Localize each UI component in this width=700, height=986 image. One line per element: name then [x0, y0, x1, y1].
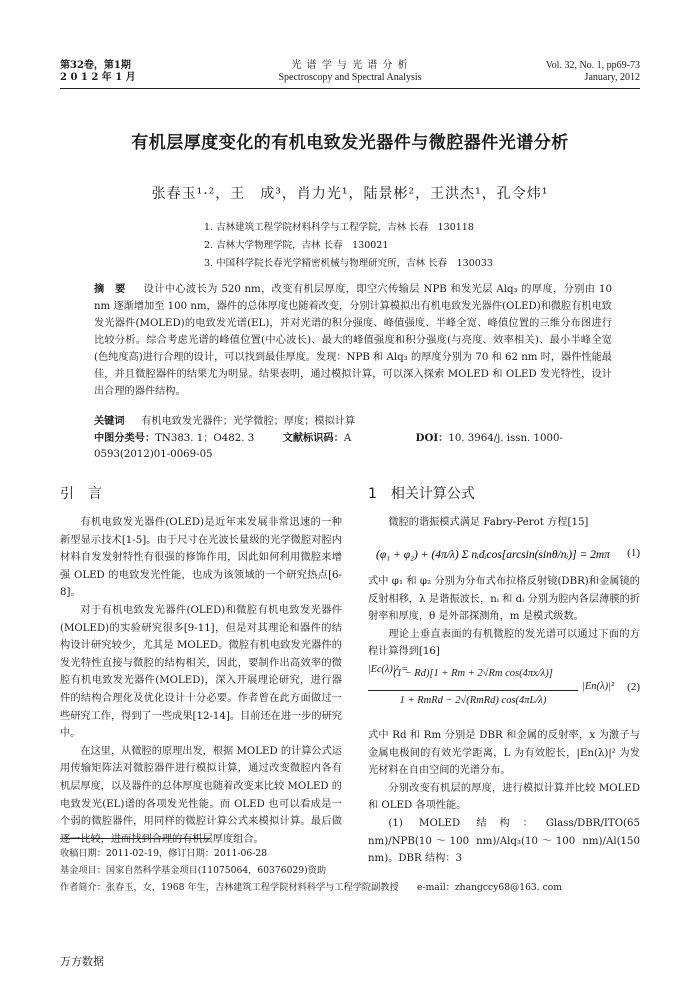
clc-label: 中图分类号： — [94, 432, 156, 444]
footnote-fund: 基金项目：国家自然科学基金项目(11075064，60376029)资助 — [60, 865, 327, 876]
spectrum-intro: 理论上垂直表面的有机微腔的发光谱可以通过下面的方程计算得到[16] — [368, 628, 640, 658]
equation-2-number: (2) — [627, 681, 640, 693]
fabry-perot-intro: 微腔的谐振模式满足 Fabry-Perot 方程[15] — [388, 517, 589, 528]
abstract-text: 设计中心波长为 520 nm，改变有机层厚度，即空穴传输层 NPB 和发光层 Alq₃ 的厚度，分别由 10 nm 逐渐增加至 100 nm，器件的总体厚度也随着改变，分别计算模拟出有机电致发光器件(OLED)和微腔有机电致发光器件(MOLED)的电致发光谱(EL)，并对光谱的积分强度、峰值强度、半峰全宽、峰值位置的三维分布图进行比较分析。综合考虑光谱的峰值位置(中心波长)、最大的峰值强度和积分强度(与亮度、效率相关)、最小半峰全宽(色纯度高)进行合理的设计，可以找到最佳厚度。发现：NPB 和 Alq₃ 的厚度分别为 70 和 62 nm 时，器件性能最佳，并且微腔器件的结果尤为明显。结果表明，通过模拟计算，可以深入探索 MOLED 和 OLED 发光特性，设计出合理的器件结构。 — [94, 284, 612, 397]
right-column-text-2 — [368, 573, 640, 679]
date-line: 2 0 1 2 年 1 月 — [60, 72, 136, 83]
affiliation-1: 1. 吉林建筑工程学院材料科学与工程学院，吉林 长春 130118 — [204, 222, 474, 233]
section-heading-intro: 引 言 — [60, 486, 102, 502]
equation-1 — [368, 537, 640, 574]
equation-1-graphic — [368, 537, 640, 571]
eq1-explanation: 式中 φ₁ 和 φ₂ 分别为分布式布拉格反射镜(DBR)和金属镜的反射相移，λ 是谐振波长，nᵢ 和 dᵢ 分别为腔内各层薄膜的折射率和厚度，θ 是外部探测角，m 是模式级数。 — [368, 576, 640, 623]
simulation-statement: 分别改变有机层的厚度，进行模拟计算并比较 MOLED 和 OLED 各项性能。 — [368, 782, 640, 812]
doc-code-label: 文献标识码： — [282, 432, 344, 444]
eq2-lhs: |Ec(λ)|² = — [368, 663, 409, 675]
keywords-label: 关键词 — [94, 415, 125, 427]
affiliation-3: 3. 中国科学院长春光学精密机械与物理研究所，吉林 长春 130033 — [204, 258, 493, 269]
keywords-text: 有机电致发光器件；光学微腔；厚度；模拟计算 — [141, 416, 356, 427]
footnote-rule — [60, 838, 210, 839]
month-line: January, 2012 — [584, 72, 640, 83]
eq1-body: (φ₁ + φ₂) + (4π/λ) Σ nᵢdᵢcos[arcsin(sinθ/nᵢ)] = 2mπ — [376, 549, 610, 561]
equation-2 — [368, 668, 640, 720]
affiliation-2: 2. 吉林大学物理学院，吉林 长春 130021 — [204, 240, 389, 251]
footnote-received: 收稿日期：2011-02-19，修订日期：2011-06-28 — [60, 848, 268, 859]
eq2-numerator: (1 − Rd)[1 + Rm + 2√Rm cos(4πx/λ)] — [393, 668, 553, 679]
intro-paragraph-1: 有机电致发光器件(OLED)是近年来发展非常迅速的一种新型显示技术[1-5]。由于尺寸在光波长量级的光学微腔对腔内材料自发发射特性有很强的修饰作用，因此如何利用微腔来增强 OLED 的电致发光性能，也成为该领域的一个研究热点[6-8]。 — [60, 517, 342, 599]
journal-name-cn: 光 谱 学 与 光 谱 分 析 — [291, 60, 409, 71]
classification-line — [94, 430, 612, 463]
moled-structure: (1) MOLED 结构：Glass/DBR/ITO(65 nm)/NPB(10～100 nm)/Alq₃(10～100 nm)/Al(150 nm)。DBR 结构：3 — [368, 817, 640, 865]
doc-code-value: A — [343, 433, 352, 444]
abstract-label: 摘 要 — [94, 283, 126, 295]
left-column — [60, 514, 342, 848]
database-watermark: 万方数据 — [60, 955, 104, 968]
eq2-emission-term: |En(λ)|² — [582, 681, 615, 692]
journal-citation — [546, 60, 640, 84]
volume-line: 第32卷，第1期 — [60, 60, 131, 71]
eq2-denominator: 1 + RmRd − 2√(RmRd) cos(4πL/λ) — [399, 695, 547, 706]
clc-value: TN383. 1；O482. 3 — [155, 433, 255, 444]
doi-value: 10. 3964/j. issn. 1000-0593(2012)01-0069-05 — [94, 433, 563, 460]
eq2-explanation: 式中 Rd 和 Rm 分别是 DBR 和金属的反射率，x 为激子与金属电极间的有效光学距离，L 为有效腔长，|En(λ)|² 为发光材料在自由空间的光谱分布。 — [368, 730, 640, 777]
equation-1-number: (1) — [627, 547, 640, 559]
author-list: 张春玉¹·²，王 成³，肖力光¹，陆景彬²，王洪杰¹，孔令炜¹ — [151, 186, 549, 202]
footnote-author: 作者简介：张春玉，女，1968 年生，吉林建筑工程学院材料科学与工程学院副教授 e-mail：zhangccy68@163. com — [60, 882, 563, 893]
section-heading-formulas: 1 相关计算公式 — [368, 486, 475, 502]
citation-line: Vol. 32, No. 1, pp69-73 — [545, 60, 640, 71]
right-column-text-1 — [368, 514, 640, 532]
eq2-fraction-bar — [368, 690, 578, 691]
journal-name-en: Spectroscopy and Spectral Analysis — [278, 72, 422, 83]
abstract — [94, 281, 612, 400]
intro-paragraph-2: 对于有机电致发光器件(OLED)和微腔有机电致发光器件(MOLED)的实验研究很多[9-11]，但是对其理论和器件的结构设计研究较少，尤其是 MOLED。微腔有机电致发光器件的发光特性直接与微腔的结构相关，因此，要制作出高效率的微腔有机电致发光器件(MOLED)，深入开展理论研究，进行器件的结构合理化及优化设计十分必要。作者曾在此方面做过一些研究工作，得到了一些成果[12-14]。目前还在进一步的研究中。 — [60, 604, 342, 740]
keywords — [94, 413, 612, 430]
header-rule — [60, 88, 640, 89]
paper-title: 有机层厚度变化的有机电致发光器件与微腔器件光谱分析 — [131, 133, 569, 153]
doi-label: DOI： — [415, 432, 449, 444]
intro-paragraph-3: 在这里，从微腔的原理出发，根据 MOLED 的计算公式运用传输矩阵法对微腔器件进行模拟计算，通过改变微腔内各有机层厚度，以及器件的总体厚度也随着改变来比较 MOLED 的电致发光(EL)谱的各项发光性能。而 OLED 也可以看成是一个弱的微腔器件，用同样的微腔计算公式来模拟计算。最后做逐一比较，进而找到合理的有机层厚度组合。 — [60, 745, 342, 845]
